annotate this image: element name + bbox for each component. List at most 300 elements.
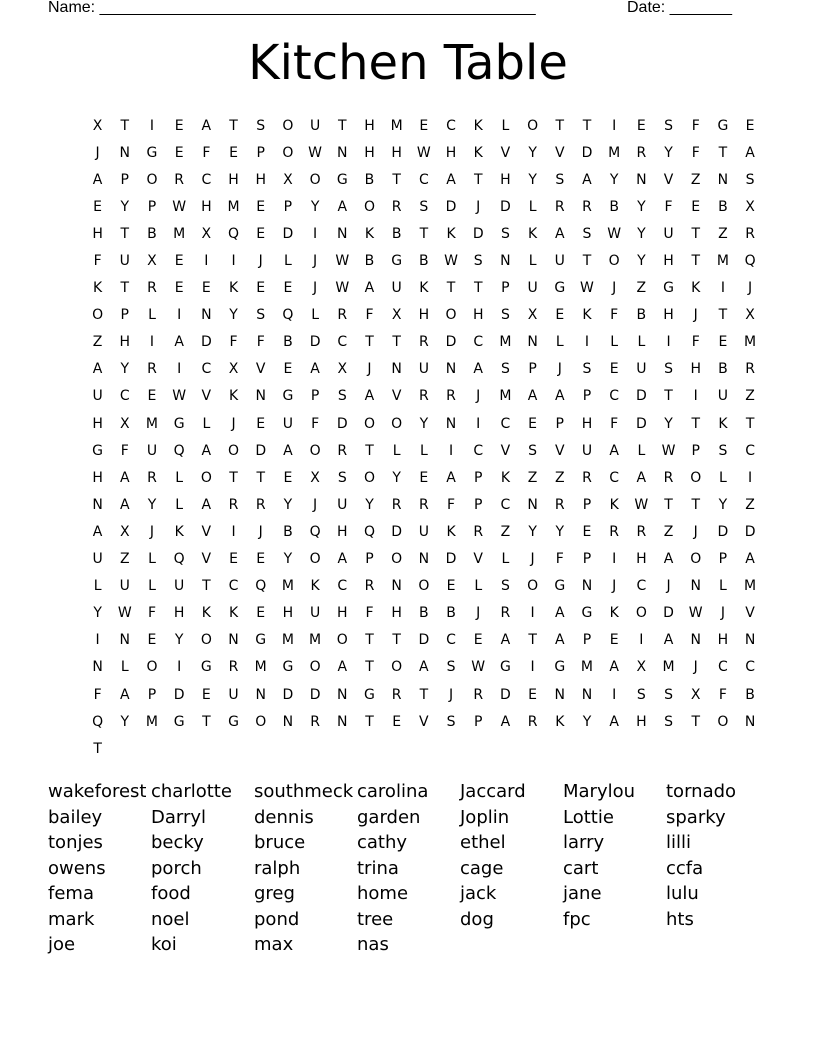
grid-letter: M (580, 659, 594, 676)
grid-letter: W (688, 605, 703, 622)
grid-letter: W (172, 198, 187, 215)
grid-letter: W (580, 280, 594, 297)
grid-letter: A (119, 686, 130, 703)
grid-letter: R (609, 523, 620, 540)
grid-letter: Y (609, 171, 619, 188)
grid-letter: U (146, 442, 158, 459)
word-list-item: owens (48, 857, 106, 879)
grid-letter: T (392, 632, 401, 649)
grid-letter: N (92, 659, 103, 676)
grid-letter: N (391, 361, 402, 378)
grid-letter: D (282, 225, 294, 242)
grid-letter: F (120, 442, 129, 459)
grid-letter: Q (173, 442, 185, 459)
grid-letter: E (174, 280, 184, 297)
grid-letter: O (527, 117, 539, 134)
grid-letter: A (554, 632, 565, 649)
grid-letter: W (117, 605, 132, 622)
grid-letter: U (391, 280, 402, 297)
grid-letter: E (283, 361, 293, 378)
grid-letter: P (147, 686, 157, 703)
grid-letter: E (256, 225, 266, 242)
grid-letter: U (92, 551, 103, 568)
grid-letter: I (149, 334, 155, 351)
grid-letter: O (92, 307, 104, 324)
word-list-item: Jaccard (460, 781, 526, 802)
grid-letter: C (745, 659, 755, 676)
grid-letter: G (146, 144, 158, 161)
grid-letter: V (500, 442, 511, 459)
grid-letter: B (364, 171, 375, 188)
grid-letter: E (392, 713, 402, 730)
grid-letter: W (308, 144, 323, 161)
grid-letter: U (119, 253, 130, 270)
grid-letter: K (609, 496, 619, 513)
grid-letter: Y (528, 523, 537, 540)
word-list-item: jack (460, 883, 497, 904)
word-list-item: dog (460, 908, 494, 930)
grid-letter: C (337, 334, 348, 351)
grid-letter: M (499, 388, 512, 405)
grid-letter: S (664, 361, 673, 378)
grid-letter: C (500, 415, 511, 432)
grid-letter: A (554, 388, 565, 405)
grid-letter: S (337, 388, 347, 405)
grid-letter: Y (419, 415, 429, 432)
grid-letter: D (391, 523, 403, 540)
grid-letter: P (473, 469, 483, 486)
grid-letter: T (365, 442, 374, 459)
word-list-item: sparky (666, 806, 726, 828)
grid-letter: U (636, 361, 647, 378)
grid-letter: Z (745, 496, 755, 513)
word-list-item: carolina (357, 781, 429, 802)
word-list-item: lilli (666, 832, 692, 853)
word-list-item: mark (48, 908, 95, 930)
grid-letter: X (310, 469, 320, 486)
grid-letter: K (582, 307, 592, 324)
grid-letter: F (256, 334, 265, 351)
grid-letter: F (691, 144, 700, 161)
word-list-item: fema (48, 883, 94, 904)
grid-letter: L (474, 578, 483, 595)
grid-letter: E (229, 551, 238, 568)
grid-letter: G (255, 632, 267, 649)
grid-letter: L (175, 496, 184, 513)
grid-letter: U (228, 686, 239, 703)
grid-letter: A (500, 632, 511, 649)
grid-letter: T (691, 225, 700, 242)
grid-letter: F (365, 307, 374, 324)
grid-letter: N (500, 253, 511, 270)
word-list-item: wakeforest (48, 781, 147, 802)
grid-letter: R (473, 686, 484, 703)
grid-letter: K (473, 144, 483, 161)
grid-letter: R (636, 144, 647, 161)
grid-letter: H (92, 469, 103, 486)
grid-letter: I (177, 307, 182, 324)
grid-letter: I (720, 280, 725, 297)
date-field[interactable]: Date: _______ (627, 0, 732, 16)
grid-letter: J (476, 605, 481, 622)
grid-letter: L (392, 442, 401, 459)
grid-letter: A (446, 171, 456, 188)
grid-letter: O (445, 307, 457, 324)
grid-letter: X (119, 523, 130, 540)
grid-letter: I (149, 117, 155, 134)
grid-letter: L (528, 253, 537, 270)
grid-letter: I (666, 334, 671, 351)
grid-letter: O (200, 469, 212, 486)
grid-letter: K (446, 225, 456, 242)
letter-grid (84, 112, 764, 762)
grid-letter: A (174, 334, 184, 351)
grid-letter: L (120, 659, 129, 676)
grid-letter: F (610, 307, 619, 324)
grid-letter: O (282, 144, 294, 161)
grid-letter: K (364, 225, 375, 242)
grid-letter: O (418, 578, 430, 595)
grid-letter: F (664, 198, 673, 215)
grid-letter: Z (527, 469, 538, 486)
grid-letter: S (500, 225, 510, 242)
grid-letter: C (119, 388, 130, 405)
grid-letter: S (419, 198, 429, 215)
grid-letter: R (337, 442, 348, 459)
grid-letter: R (147, 280, 157, 297)
word-list-item: nas (357, 934, 389, 955)
grid-letter: L (501, 117, 510, 134)
grid-letter: O (200, 632, 212, 649)
grid-letter: S (337, 469, 347, 486)
grid-letter: Y (392, 469, 401, 486)
grid-letter: L (719, 469, 727, 486)
grid-letter: A (582, 171, 592, 188)
grid-letter: S (745, 171, 755, 188)
grid-letter: A (527, 388, 538, 405)
word-list-item: trina (357, 857, 399, 879)
grid-letter: I (612, 551, 617, 568)
grid-letter: G (499, 659, 511, 676)
grid-letter: K (174, 523, 184, 540)
grid-letter: S (500, 578, 510, 595)
grid-letter: R (663, 469, 674, 486)
grid-letter: I (95, 632, 100, 649)
grid-letter: S (636, 686, 646, 703)
grid-letter: R (745, 225, 755, 242)
grid-letter: Z (500, 523, 511, 540)
grid-letter: S (446, 713, 456, 730)
grid-letter: E (691, 198, 701, 215)
grid-letter: T (664, 388, 673, 405)
word-list-item: jane (563, 883, 602, 904)
grid-letter: P (528, 361, 537, 378)
word-list-item: fpc (563, 908, 591, 930)
grid-letter: C (446, 117, 456, 134)
grid-letter: I (177, 361, 182, 378)
grid-letter: N (119, 144, 131, 161)
grid-letter: F (691, 117, 700, 134)
grid-letter: K (228, 388, 239, 405)
grid-letter: A (554, 225, 565, 242)
grid-letter: A (92, 523, 103, 540)
grid-letter: S (664, 117, 673, 134)
grid-letter: E (609, 361, 619, 378)
grid-letter: Z (92, 334, 103, 351)
grid-letter: O (336, 632, 348, 649)
grid-letter: E (256, 415, 266, 432)
grid-letter: O (717, 713, 729, 730)
grid-letter: M (281, 578, 294, 595)
grid-letter: G (581, 605, 593, 622)
grid-letter: R (418, 334, 429, 351)
grid-letter: I (231, 253, 236, 270)
grid-letter: B (391, 225, 402, 242)
grid-letter: P (310, 388, 320, 405)
grid-letter: A (337, 551, 348, 568)
grid-letter: H (364, 117, 375, 134)
grid-letter: H (228, 171, 239, 188)
grid-letter: R (147, 469, 157, 486)
grid-letter: E (283, 469, 293, 486)
grid-letter: Y (637, 225, 646, 242)
grid-letter: F (202, 144, 211, 161)
grid-letter: T (555, 117, 565, 134)
grid-letter: U (337, 496, 348, 513)
word-list-item: pond (254, 908, 300, 930)
grid-letter: T (120, 225, 130, 242)
grid-letter: O (527, 578, 539, 595)
grid-letter: Q (228, 225, 240, 242)
grid-letter: T (473, 171, 483, 188)
grid-letter: H (663, 253, 674, 270)
word-list-item: Marylou (563, 781, 636, 802)
grid-letter: D (336, 415, 348, 432)
grid-letter: H (255, 171, 266, 188)
grid-letter: R (310, 713, 320, 730)
grid-letter: E (528, 415, 538, 432)
grid-letter: O (363, 198, 375, 215)
grid-letter: T (93, 740, 102, 757)
grid-letter: W (607, 225, 622, 242)
grid-letter: L (637, 334, 646, 351)
grid-letter: D (445, 198, 457, 215)
grid-letter: L (93, 578, 102, 595)
grid-letter: J (748, 280, 753, 297)
grid-letter: X (337, 361, 348, 378)
grid-letter: H (391, 605, 402, 622)
grid-letter: C (609, 388, 620, 405)
grid-letter: N (445, 361, 457, 378)
grid-letter: O (309, 659, 321, 676)
grid-letter: K (310, 578, 320, 595)
grid-letter: A (554, 605, 565, 622)
grid-letter: I (639, 632, 644, 649)
grid-letter: O (391, 551, 403, 568)
grid-letter: U (554, 253, 565, 270)
grid-letter: K (609, 605, 619, 622)
grid-letter: T (664, 496, 673, 513)
grid-letter: T (691, 713, 700, 730)
grid-letter: L (175, 469, 184, 486)
grid-letter: D (445, 551, 457, 568)
grid-letter: G (200, 659, 212, 676)
grid-letter: A (119, 469, 130, 486)
grid-letter: T (691, 496, 700, 513)
grid-letter: P (501, 280, 510, 297)
grid-letter: U (527, 280, 538, 297)
grid-letter: T (446, 280, 456, 297)
grid-letter: J (666, 578, 671, 595)
grid-letter: I (177, 659, 182, 676)
grid-letter: V (201, 523, 212, 540)
grid-letter: J (448, 686, 454, 703)
grid-letter: E (201, 686, 211, 703)
word-list-item: southmeck (254, 781, 354, 802)
grid-letter: N (690, 578, 701, 595)
grid-letter: R (391, 496, 402, 513)
word-list-item: tonjes (48, 832, 103, 853)
grid-letter: O (635, 605, 647, 622)
grid-letter: E (745, 117, 755, 134)
grid-letter: G (173, 713, 185, 730)
grid-letter: U (309, 605, 321, 622)
grid-letter: B (745, 686, 755, 703)
grid-letter: T (202, 713, 211, 730)
grid-letter: W (471, 659, 486, 676)
grid-letter: D (200, 334, 212, 351)
grid-letter: E (718, 334, 728, 351)
grid-letter: T (229, 469, 238, 486)
grid-letter: S (256, 307, 266, 324)
grid-letter: N (445, 415, 457, 432)
grid-letter: P (120, 171, 129, 188)
grid-letter: A (201, 442, 212, 459)
grid-letter: H (337, 605, 348, 622)
grid-letter: Y (718, 496, 728, 513)
grid-letter: Z (690, 171, 701, 188)
grid-letter: N (337, 713, 348, 730)
grid-letter: Y (93, 605, 102, 622)
grid-letter: E (201, 280, 211, 297)
grid-letter: E (174, 117, 184, 134)
grid-letter: B (147, 225, 157, 242)
grid-letter: E (446, 578, 456, 595)
grid-letter: E (555, 307, 565, 324)
grid-letter: R (473, 523, 484, 540)
word-list-item: noel (151, 908, 190, 930)
grid-letter: E (256, 198, 266, 215)
grid-letter: N (690, 632, 701, 649)
grid-letter: U (717, 388, 729, 405)
grid-letter: E (473, 632, 483, 649)
grid-letter: A (119, 496, 130, 513)
grid-letter: G (554, 280, 566, 297)
grid-letter: A (609, 713, 619, 730)
grid-letter: F (691, 334, 700, 351)
grid-letter: K (228, 605, 239, 622)
grid-letter: B (283, 523, 293, 540)
grid-letter: J (693, 659, 698, 676)
grid-letter: M (281, 632, 294, 649)
grid-letter: O (255, 713, 267, 730)
grid-letter: C (228, 578, 239, 595)
grid-letter: L (528, 198, 537, 215)
grid-letter: H (445, 144, 457, 161)
grid-letter: A (364, 280, 375, 297)
grid-letter: A (92, 361, 103, 378)
name-field[interactable]: Name: _________________________________________________ (48, 0, 536, 16)
grid-letter: J (612, 578, 617, 595)
grid-letter: D (309, 334, 321, 351)
grid-letter: S (256, 117, 266, 134)
grid-letter: E (256, 280, 266, 297)
grid-letter: S (582, 361, 592, 378)
grid-letter: A (446, 469, 456, 486)
grid-letter: W (444, 253, 458, 270)
grid-letter: F (93, 253, 102, 270)
grid-letter: J (313, 280, 318, 297)
grid-letter: Y (582, 713, 592, 730)
grid-letter: H (636, 713, 647, 730)
grid-letter: J (258, 523, 263, 540)
word-list-item: joe (48, 934, 76, 955)
grid-letter: Q (255, 578, 267, 595)
grid-letter: I (530, 659, 535, 676)
grid-letter: V (745, 605, 755, 622)
grid-letter: C (473, 334, 484, 351)
grid-letter: C (473, 442, 484, 459)
grid-letter: P (582, 496, 592, 513)
grid-letter: F (447, 496, 456, 513)
grid-letter: N (527, 496, 538, 513)
grid-letter: R (527, 713, 538, 730)
grid-letter: I (748, 469, 753, 486)
grid-letter: V (473, 551, 483, 568)
grid-letter: Q (92, 713, 104, 730)
word-list-item: lulu (666, 883, 699, 904)
grid-letter: G (391, 253, 403, 270)
grid-letter: G (663, 280, 674, 297)
word-list-item: Joplin (460, 806, 510, 828)
grid-letter: H (119, 334, 131, 351)
grid-letter: X (228, 361, 239, 378)
grid-letter: A (201, 117, 212, 134)
grid-letter: J (95, 144, 100, 161)
grid-letter: L (311, 307, 319, 324)
grid-letter: T (691, 253, 700, 270)
grid-letter: R (582, 198, 592, 215)
grid-letter: W (335, 253, 350, 270)
grid-letter: T (120, 280, 130, 297)
grid-letter: T (365, 632, 374, 649)
grid-letter: C (446, 632, 456, 649)
grid-letter: O (146, 171, 158, 188)
grid-letter: B (364, 253, 375, 270)
grid-letter: N (255, 686, 266, 703)
grid-letter: H (418, 307, 430, 324)
grid-letter: P (473, 713, 483, 730)
grid-letter: M (227, 198, 240, 215)
grid-letter: L (148, 307, 156, 324)
grid-letter: P (555, 415, 564, 432)
grid-letter: F (365, 605, 374, 622)
grid-letter: K (691, 280, 701, 297)
grid-letter: T (229, 117, 238, 134)
grid-letter: I (612, 686, 617, 703)
grid-letter: Q (363, 523, 375, 540)
grid-letter: A (663, 632, 674, 649)
